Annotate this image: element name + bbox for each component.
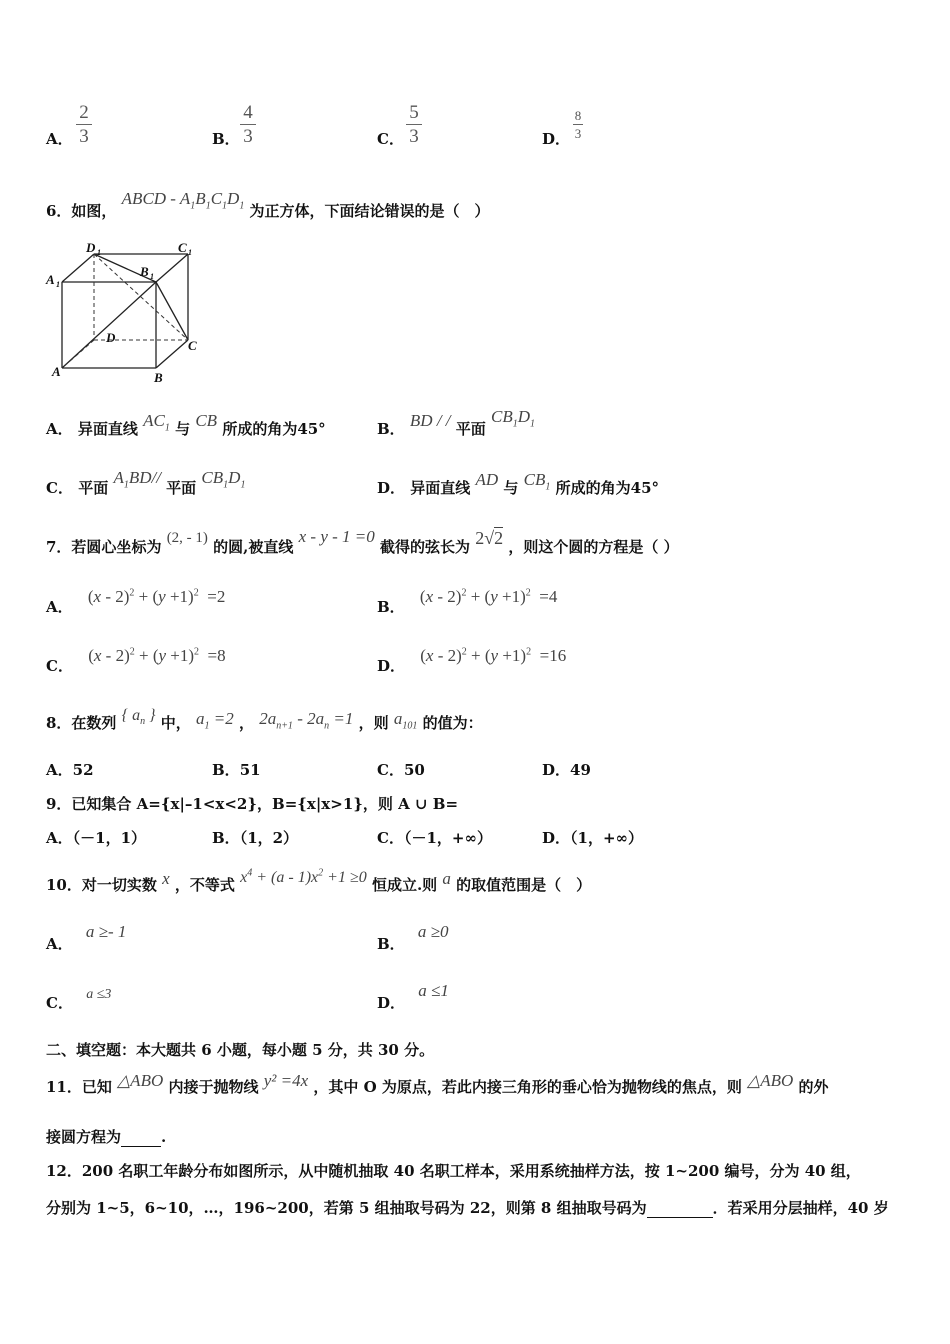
option-text: 所成的角为45°	[222, 420, 326, 438]
option-label: A．	[46, 829, 73, 847]
q10-option-d	[377, 981, 449, 1013]
q10-option-a	[46, 922, 127, 954]
option-label: C．	[46, 657, 73, 675]
q6-option-c	[46, 468, 246, 500]
option-label: C．	[377, 829, 404, 847]
q11-parabola: y² =4x	[263, 1071, 309, 1090]
q8-option-a	[46, 759, 94, 780]
q10-option-c	[46, 987, 112, 1013]
q8-stem-part: 8．在数列	[46, 714, 117, 732]
q8-option-b	[212, 759, 261, 780]
q8-stem-part: ，则	[358, 714, 389, 732]
option-label: A．	[46, 420, 73, 438]
q9-option-c	[377, 827, 492, 848]
option-text: 平面	[455, 420, 486, 438]
option-label: A．	[46, 935, 73, 953]
q7-chord-length: 2√2	[475, 528, 504, 548]
denominator: 3	[243, 126, 253, 147]
math-cb: CB	[195, 411, 218, 430]
q8-stem	[46, 707, 483, 735]
rhs: 2	[216, 587, 226, 606]
chord-radicand: 2	[494, 528, 504, 548]
option-label: B．	[377, 935, 405, 953]
q7-option-c	[46, 646, 226, 676]
option-value: a ≤3	[86, 987, 112, 1002]
option-label: B．	[377, 598, 405, 616]
recurrence-rhs: 1	[344, 709, 354, 728]
q7-option-a-equation: $(x - 2)^2 + (y +1)^2 =2$	[87, 587, 226, 606]
option-value: （1，2）	[239, 829, 299, 847]
rhs: 4	[548, 587, 558, 606]
option-label: C．	[46, 994, 73, 1012]
label-a1-sub: 1	[56, 280, 60, 289]
q9-option-d	[542, 827, 643, 848]
option-label: D．	[377, 479, 406, 497]
option-label: C．	[377, 761, 404, 779]
label-b: B	[154, 370, 163, 385]
label-a1: A	[46, 272, 55, 287]
q7-line-equation: x - y - 1 =0	[298, 527, 375, 546]
q7-stem	[46, 527, 679, 557]
q12-line1: 12．200 名职工年龄分布如图所示，从中随机抽取 40 名职工样本，采用系统抽样方法，按 1~200 编号，分为 40 组，	[46, 1162, 861, 1180]
option-value: （1，+∞）	[570, 829, 644, 847]
option-label: D．	[377, 657, 406, 675]
q10-stem	[46, 867, 592, 895]
q5-option-b-fraction	[240, 102, 256, 147]
q8-stem-part: ，	[238, 714, 254, 732]
q11-stem-part: 内接于抛物线	[168, 1078, 259, 1096]
option-text: 与	[175, 420, 191, 438]
q9-option-b	[212, 827, 298, 848]
q8-a101: $a_{101}$	[393, 709, 418, 732]
numerator: 5	[409, 102, 419, 123]
numerator: 4	[243, 102, 253, 123]
q10-var-a: a	[442, 869, 451, 888]
q7-option-d-equation: $(x - 2)^2 + (y +1)^2 =16$	[420, 646, 567, 665]
q11-stem-part: ，其中 O 为原点，若此内接三角形的垂心恰为抛物线的焦点，则	[313, 1078, 742, 1096]
q7-stem-part: 7．若圆心坐标为	[46, 538, 162, 556]
answer-blank[interactable]	[121, 1128, 161, 1147]
option-value: 49	[570, 761, 591, 779]
q10-stem-part: ，不等式	[174, 876, 235, 894]
q6-stem-prefix: 6．如图，	[46, 202, 117, 220]
q11-line2-end: .	[161, 1128, 167, 1146]
a-index: 101	[402, 720, 418, 732]
option-label: B．	[212, 761, 240, 779]
option-value: 52	[72, 761, 94, 779]
q11-stem	[46, 1071, 829, 1097]
label-c: C	[188, 338, 197, 353]
q10-option-b	[377, 922, 449, 954]
option-value: （－1，1）	[72, 829, 147, 847]
label-d: D	[106, 330, 116, 345]
label-c1: C	[178, 240, 187, 255]
math-bd-parallel: BD / /	[409, 411, 451, 430]
option-label: D．	[542, 761, 571, 779]
label-b1-sub: 1	[150, 272, 154, 281]
q10-stem-part: 的取值范围是（ ）	[456, 876, 592, 894]
label-d1: D	[86, 240, 96, 255]
q11-triangle: △ABO	[117, 1071, 164, 1090]
option-text: 异面直线	[410, 479, 471, 497]
rhs: 16	[549, 646, 567, 665]
q8-stem-part: 的值为：	[422, 714, 483, 732]
option-label: D．	[377, 994, 406, 1012]
math-ac1: $AC_1$	[143, 411, 170, 434]
denominator: 3	[574, 126, 582, 141]
q7-option-b	[377, 587, 558, 617]
q10-stem-part: 恒成立.则	[371, 876, 438, 894]
q7-stem-part: 截得的弦长为	[380, 538, 471, 556]
label-a: A	[52, 364, 61, 379]
q5-option-d-fraction	[573, 108, 583, 141]
q8-stem-part: 中，	[160, 714, 191, 732]
q5-option-a-fraction	[76, 102, 92, 147]
chord-coef: 2	[475, 528, 485, 548]
q12-line2-text: 分别为 1~5，6~10，…，196~200，若第 5 组抽取号码为 22，则第 8 组抽取号码为	[46, 1199, 647, 1217]
q8-sequence: { $a_n$ }	[121, 707, 156, 728]
option-label: B．	[212, 829, 240, 847]
q11-stem-part: 11．已知	[46, 1078, 112, 1096]
option-value: 50	[403, 761, 425, 779]
math-cb1d1: $CB_1D_1$	[491, 407, 536, 430]
option-label: B．	[377, 420, 405, 438]
q5-option-a-label: A．	[46, 130, 73, 148]
q7-stem-part: 的圆,被直线	[213, 538, 294, 556]
rhs: 8	[217, 646, 226, 665]
q7-option-a	[46, 587, 226, 617]
option-label: A．	[46, 598, 73, 616]
q7-center: (2, - 1)	[166, 530, 208, 546]
q5-option-b-label: B．	[212, 130, 240, 148]
q7-stem-part: ，则这个圆的方程是（ ）	[508, 538, 679, 556]
q9-stem: 9．已知集合 A={x|–1<x<2}，B={x|x>1}，则 A ∪ B=	[46, 795, 459, 813]
option-value: a ≥- 1	[85, 922, 127, 941]
math-ad: AD	[475, 470, 499, 489]
q6-option-d	[377, 470, 659, 500]
option-value: （－1，+∞）	[403, 829, 492, 847]
a1-value: 2	[225, 709, 234, 728]
option-value: a ≥0	[417, 922, 449, 941]
q10-stem-part: 10．对一切实数	[46, 876, 157, 894]
q7-option-d	[377, 646, 567, 676]
label-c1-sub: 1	[188, 248, 192, 257]
q8-a1: $a_1 =2$	[195, 709, 234, 732]
q6-option-b	[377, 407, 536, 441]
q11-stem-part: 的外	[798, 1078, 829, 1096]
label-d1-sub: 1	[97, 248, 101, 257]
q7-option-c-equation: $(x - 2)^2 + (y +1)^2 =8$	[88, 646, 226, 665]
q5-option-d-label: D．	[542, 130, 571, 148]
q11-triangle: △ABO	[747, 1071, 794, 1090]
q11-line2-text: 接圆方程为	[46, 1128, 122, 1146]
math-cb1d1: $CB_1D_1$	[201, 468, 246, 491]
answer-blank[interactable]	[647, 1199, 713, 1218]
option-text: 异面直线	[77, 420, 138, 438]
section-heading: 二、填空题：本大题共 6 小题，每小题 5 分，共 30 分。	[46, 1041, 435, 1059]
option-value: 51	[239, 761, 261, 779]
q10-var-x: x	[162, 869, 170, 888]
q7-option-b-equation: $(x - 2)^2 + (y +1)^2 =4$	[419, 587, 558, 606]
q6-cube-figure	[42, 238, 212, 386]
q5-option-c-fraction	[406, 102, 422, 147]
numerator: 2	[79, 102, 89, 123]
q5-option-c-label: C．	[377, 130, 404, 148]
q6-stem-suffix: 为正方体，下面结论错误的是（ ）	[249, 202, 490, 220]
q6-option-a	[46, 411, 326, 441]
option-text: 平面	[166, 479, 197, 497]
q6-cube-name: ABCD - $A_1B_1C_1D_1$	[121, 189, 245, 212]
q8-option-d	[542, 759, 591, 780]
q12-line2	[46, 1197, 889, 1218]
option-label: D．	[542, 829, 571, 847]
q6-stem	[46, 189, 490, 223]
math-a1bd-parallel: $A_1BD//$	[113, 468, 161, 491]
label-b1: B	[140, 264, 149, 279]
option-label: A．	[46, 761, 73, 779]
numerator: 8	[574, 108, 582, 123]
denominator: 3	[409, 126, 419, 147]
q8-recurrence: $2a_{n+1} - 2a_n =1$	[259, 709, 354, 732]
q12-line2-text: ．若采用分层抽样，40 岁	[712, 1199, 889, 1217]
denominator: 3	[79, 126, 89, 147]
option-value: a ≤1	[418, 981, 449, 1000]
q10-inequality: $x^4 + (a - 1)x^2 +1 \ge 0$	[240, 867, 367, 886]
math-cb1: $CB_1$	[523, 470, 551, 493]
option-text: 与	[503, 479, 519, 497]
option-text: 所成的角为45°	[555, 479, 659, 497]
option-text: 平面	[78, 479, 109, 497]
q8-option-c	[377, 759, 425, 780]
q11-line2	[46, 1126, 166, 1147]
q9-option-a	[46, 827, 146, 848]
option-label: C．	[46, 479, 73, 497]
